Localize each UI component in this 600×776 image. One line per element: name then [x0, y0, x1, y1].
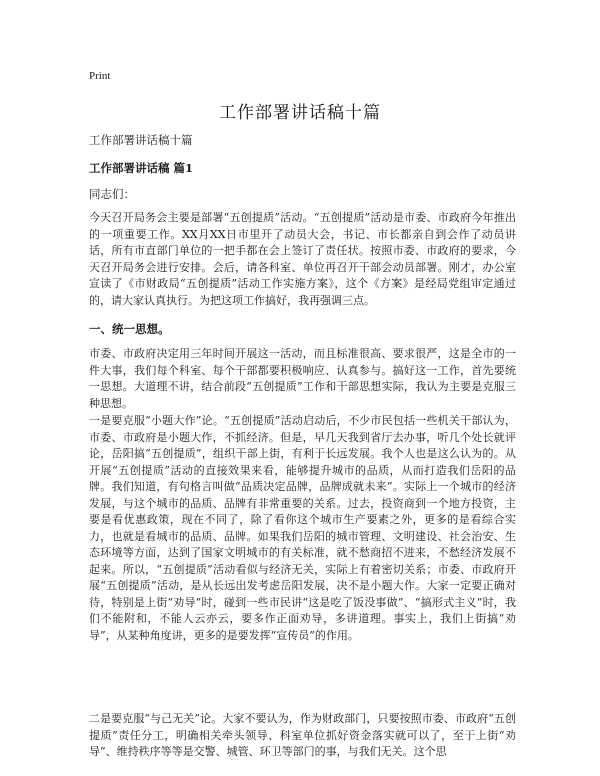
print-link[interactable]: Print: [89, 70, 111, 82]
section-title: 工作部署讲话稿 篇1: [89, 161, 194, 175]
paragraph-point-one: 一是要克服“小题大作”论。“五创提质”活动启动后，不少市民包括一些机关干部认为，市委、市政府是小题大作，不抓经济。但是，早几天我到省厅去办事，听几个处长就评论，岳阳搞“五创提质”，组织干部上街，有利于长远发展。我个人也是这么认为的。从开展“五创提质”活动的直接效果来看，能够提升城市的品质，从而打造我们岳阳的品牌。我们知道，有句格言叫做“品质决定品牌，品牌成就未来”。实际上一个城市的经济发展，与这个城市的品质、品牌有非常重要的关系。过去，投资商到一个地方投资，主要是看优惠政策，现在不同了，除了看你这个城市生产要素之外，更多的是看综合实力，也就是看城市的品质、品牌。如果我们岳阳的城市管理、文明建设、社会治安、生态环境等方面，达到了国家文明城市的有关标准，就不愁商招不进来，不愁经济发展不起来。所以，“五创提质”活动看似与经济无关，实际上有着密切关系；市委、市政府开展“五创提质”活动，是从长远出发考虑岳阳发展，决不是小题大作。大家一定要正确对待，特别是上街“劝导”时，碰到一些市民讲“这是吃了饭没事做”、“搞形式主义”时，我们不能附和，不能人云亦云，要多作正面劝导，多讲道理。事实上，我们上街搞“劝导”，从某种角度讲，更多的是要发挥“宣传员”的作用。: [89, 414, 516, 642]
paragraph-point-two: 二是要克服“与己无关”论。大家不要认为，作为财政部门，只要按照市委、市政府“五创提质”责任分工，明确相关牵头领导、科室单位抓好资金落实就可以了，至于上街“劝导”、维持秩序等等是交警、城管、环卫等部门的事，与我们无关。这个思: [89, 712, 516, 758]
paragraph-intro: 今天召开局务会主要是部署“五创提质”活动。“五创提质”活动是市委、市政府今年推出的一项重要工作。XX月XX日市里开了动员大会，书记、市长都亲自到会作了动员讲话，所有市直部门单位的一把手都在会上签订了责任状。按照市委、市政府的要求，今天召开局务会进行安排。会后，请各科室、单位再召开干部会动员部署。刚才，办公室宣读了《市财政局“五创提质”活动工作实施方案》，这个《方案》是经局党组审定通过的，请大家认真执行。为把这项工作搞好，我再强调三点。: [89, 211, 516, 307]
page-title: 工作部署讲话稿十篇: [219, 103, 381, 123]
document-subtitle: 工作部署讲话稿十篇: [89, 133, 193, 147]
heading-unify-thinking: 一、统一思想。: [89, 322, 170, 336]
paragraph-unify: 市委、市政府决定用三年时间开展这一活动，而且标准很高、要求很严，这是全市的一件大事，我们每个科室、每个干部都要积极响应、认真参与。搞好这一工作，首先要统一思想。大道理不讲，结合前段“五创提质”工作和干部思想实际，我认为主要是克服三种思想。: [89, 347, 516, 410]
salutation: 同志们：: [89, 187, 135, 201]
